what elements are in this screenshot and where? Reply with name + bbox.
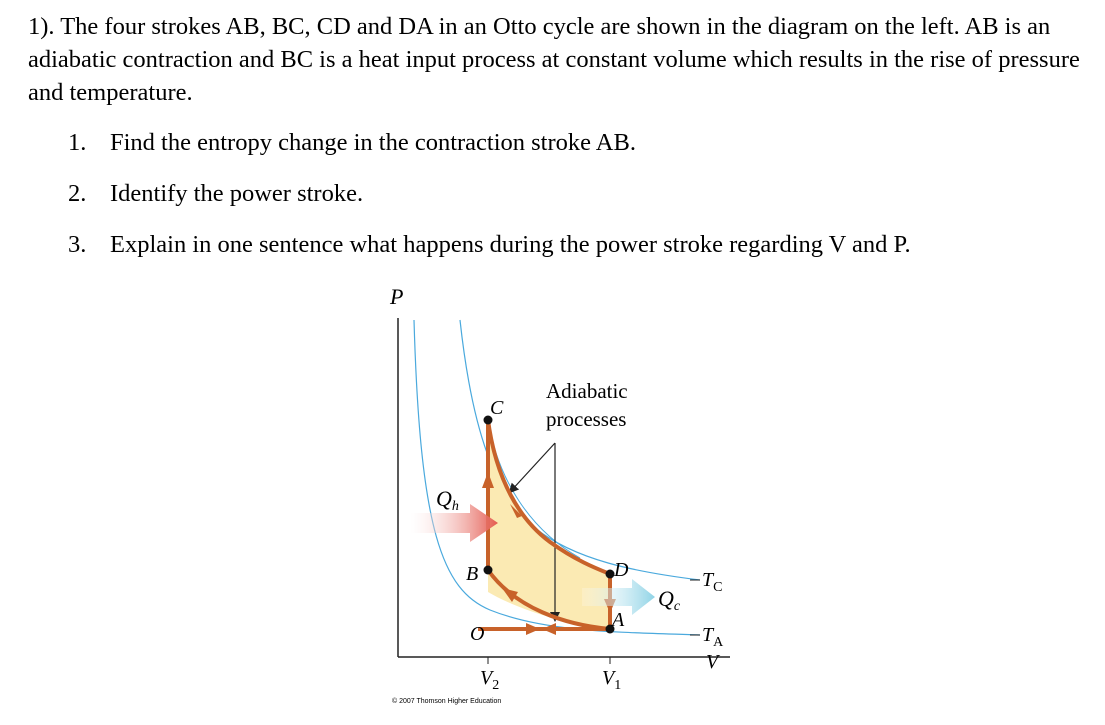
point-label-c: C	[490, 397, 504, 419]
question-number: 2.	[68, 180, 87, 207]
tick-v2-subscript: 2	[492, 678, 500, 693]
axis-label-v: V	[706, 651, 719, 673]
problem-intro: 1). The four strokes AB, BC, CD and DA in an Otto cycle are shown in the diagram on the left. AB is an adiabatic contraction and BC is a heat input process at constant volume which results in the rise of pressure and temperature.	[28, 13, 1080, 106]
point-b-dot	[484, 566, 493, 575]
isotherm-tc-symbol: T	[702, 569, 714, 591]
heat-output-subscript: c	[673, 599, 681, 614]
tick-v1-subscript: 1	[614, 678, 622, 693]
arrowhead-intake	[526, 623, 540, 635]
question-item	[68, 228, 911, 279]
question-number: 3.	[68, 231, 87, 258]
point-label-d: D	[614, 559, 629, 581]
otto-cycle-pv-diagram	[370, 280, 740, 720]
annotation-arrow-1	[510, 443, 555, 492]
heat-output-label	[658, 586, 681, 614]
question-item	[68, 126, 911, 177]
copyright-note: © 2007 Thomson Higher Education	[392, 698, 502, 705]
heat-input-label	[436, 486, 459, 514]
question-text: Find the entropy change in the contraction stroke AB.	[110, 129, 636, 156]
question-text: Identify the power stroke.	[110, 180, 364, 207]
tick-v1-symbol: V	[602, 667, 615, 689]
isotherm-tc-subscript: C	[713, 580, 723, 595]
question-list	[68, 126, 911, 279]
origin-label: O	[470, 623, 485, 645]
isotherm-ta-symbol: T	[702, 624, 714, 646]
point-label-a: A	[612, 609, 625, 631]
axis-label-p: P	[390, 284, 404, 309]
heat-output-symbol: Q	[658, 586, 674, 611]
isotherm-ta-label	[702, 624, 724, 650]
isotherm-ta-subscript: A	[713, 635, 724, 650]
heat-input-subscript: h	[451, 499, 459, 514]
tick-label-v1	[602, 667, 621, 693]
point-label-b: B	[466, 563, 479, 585]
question-number: 1.	[68, 129, 87, 156]
tick-v2-symbol: V	[480, 667, 493, 689]
question-item	[68, 177, 911, 228]
heat-input-symbol: Q	[436, 486, 452, 511]
annotation-processes: processes	[546, 407, 627, 431]
isotherm-tc-label	[702, 569, 722, 595]
question-text: Explain in one sentence what happens during the power stroke regarding V and P.	[110, 231, 911, 258]
tick-label-v2	[480, 667, 499, 693]
annotation-adiabatic: Adiabatic	[546, 379, 628, 403]
